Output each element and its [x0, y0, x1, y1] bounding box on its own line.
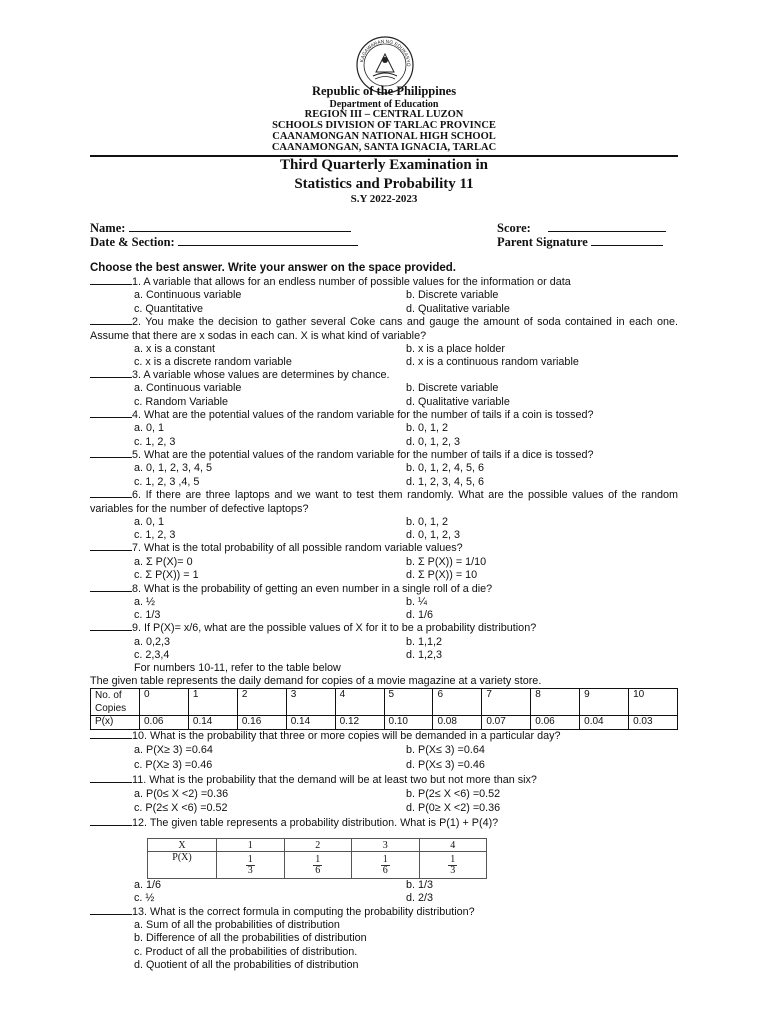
- demand-table-p-row: [91, 716, 678, 730]
- answer-blank-1[interactable]: [90, 284, 132, 285]
- score-field[interactable]: [497, 221, 666, 236]
- pd-numerator: 1: [247, 853, 253, 865]
- school-line: CAANAMONGAN NATIONAL HIGH SCHOOL: [272, 131, 496, 142]
- question-4: 4. What are the potential values of the random variable for the number of tails if a coin is tossed?: [90, 409, 594, 422]
- option-9d: d. 1,2,3: [406, 649, 443, 661]
- option-4a: a. 0, 1: [134, 422, 165, 434]
- option-12b: b. 1/3: [406, 879, 434, 891]
- republic-line: Republic of the Philippines: [311, 84, 457, 98]
- option-11a: a. P(0≤ X <2) =0.36: [134, 788, 229, 800]
- score-blank[interactable]: [548, 231, 666, 232]
- answer-blank-5[interactable]: [90, 457, 132, 458]
- answer-blank-3[interactable]: [90, 377, 132, 378]
- pd-numerator: 1: [315, 853, 321, 865]
- instructions: Choose the best answer. Write your answer on the space provided.: [90, 262, 456, 274]
- option-13b: b. Difference of all the probabilities of distribution: [134, 932, 367, 944]
- demand-p-cell: 0.10: [384, 716, 433, 730]
- question-6: 6. If there are three laptops and we want to test them randomly. What are the possible values of the random variables for the number of defective laptops?: [90, 489, 678, 515]
- exam-title-line2: Statistics and Probability 11: [294, 176, 474, 192]
- demand-x-cell: 0: [140, 689, 189, 716]
- option-11d: d. P(0≥ X <2) =0.36: [406, 802, 501, 814]
- demand-x-cell: 6: [433, 689, 482, 716]
- parent-signature-blank[interactable]: [591, 245, 663, 246]
- address-line: CAANAMONGAN, SANTA IGNACIA, TARLAC: [271, 142, 497, 153]
- option-5d: d. 1, 2, 3, 4, 5, 6: [406, 476, 485, 488]
- name-field[interactable]: [90, 221, 351, 236]
- question-13: 13. What is the correct formula in computing the probability distribution?: [90, 906, 475, 919]
- pd-denominator: 3: [450, 864, 456, 876]
- option-13d: d. Quotient of all the probabilities of distribution: [134, 959, 359, 971]
- pd-p-cell: [217, 852, 285, 879]
- option-10c: c. P(X≥ 3) =0.46: [134, 759, 213, 771]
- option-2d: d. x is a continuous random variable: [406, 356, 579, 368]
- demand-p-cell: 0.06: [140, 716, 189, 730]
- demand-table: [90, 688, 678, 730]
- option-9b: b. 1,1,2: [406, 636, 443, 648]
- option-2b: b. x is a place holder: [406, 343, 506, 355]
- demand-x-cell: 4: [335, 689, 384, 716]
- question-10: 10. What is the probability that three or more copies will be demanded in a particular day?: [90, 730, 561, 743]
- demand-x-cell: 9: [580, 689, 629, 716]
- school-year: S.Y 2022-2023: [350, 193, 418, 205]
- pd-p-cell: [419, 852, 487, 879]
- option-1d: d. Qualitative variable: [406, 303, 510, 315]
- date-section-label: Date & Section:: [90, 235, 175, 249]
- name-label: Name:: [90, 221, 126, 235]
- option-9a: a. 0,2,3: [134, 636, 171, 648]
- option-7a: a. Σ P(X)= 0: [134, 556, 193, 568]
- option-10b: b. P(X≤ 3) =0.64: [406, 744, 485, 756]
- region-line: REGION III – CENTRAL LUZON: [304, 109, 464, 120]
- demand-x-cell: 10: [629, 689, 678, 716]
- pd-p-cell: [352, 852, 420, 879]
- answer-blank-6[interactable]: [90, 497, 132, 498]
- option-5b: b. 0, 1, 2, 4, 5, 6: [406, 462, 485, 474]
- demand-x-cell: 7: [482, 689, 531, 716]
- question-2: 2. You make the decision to gather several Coke cans and gauge the amount of soda contained in each one. Assume that there are x sodas in each can. X is what kind of variable?: [90, 316, 678, 342]
- pd-numerator: 1: [450, 853, 456, 865]
- pd-x-cell: 2: [284, 839, 352, 852]
- pd-denominator: 6: [382, 864, 388, 876]
- question-9: 9. If P(X)= x/6, what are the possible values of X for it to be a probability distribution?: [90, 622, 536, 635]
- option-1b: b. Discrete variable: [406, 289, 499, 301]
- option-13a: a. Sum of all the probabilities of distribution: [134, 919, 340, 931]
- option-6d: d. 0, 1, 2, 3: [406, 529, 461, 541]
- department-line: Department of Education: [329, 99, 439, 110]
- pd-x-cell: 4: [419, 839, 487, 852]
- answer-blank-10[interactable]: [90, 738, 132, 739]
- exam-title-line1: Third Quarterly Examination in: [280, 157, 488, 173]
- demand-p-cell: 0.03: [629, 716, 678, 730]
- answer-blank-2[interactable]: [90, 324, 132, 325]
- answer-blank-4[interactable]: [90, 417, 132, 418]
- demand-p-cell: 0.12: [335, 716, 384, 730]
- demand-x-cell: 1: [188, 689, 237, 716]
- pd-x-row: [148, 839, 487, 852]
- pd-p-cell: [284, 852, 352, 879]
- demand-p-cell: 0.08: [433, 716, 482, 730]
- option-8c: c. 1/3: [134, 609, 161, 621]
- option-11b: b. P(2≤ X <6) =0.52: [406, 788, 501, 800]
- option-7d: d. Σ P(X)) = 10: [406, 569, 478, 581]
- question-5: 5. What are the potential values of the random variable for the number of tails if a dice is tossed?: [90, 449, 594, 462]
- question-7: 7. What is the total probability of all possible random variable values?: [90, 542, 463, 555]
- option-8b: b. ¼: [406, 596, 428, 608]
- demand-header-label: No. of Copies: [91, 689, 140, 716]
- pd-x-cell: 3: [352, 839, 420, 852]
- option-12c: c. ½: [134, 892, 155, 904]
- question-11: 11. What is the probability that the demand will be at least two but not more than six?: [90, 774, 537, 787]
- table-caption: The given table represents the daily demand for copies of a movie magazine at a variety store.: [90, 675, 542, 687]
- option-8a: a. ½: [134, 596, 156, 608]
- option-1a: a. Continuous variable: [134, 289, 242, 301]
- demand-p-cell: 0.06: [531, 716, 580, 730]
- option-10a: a. P(X≥ 3) =0.64: [134, 744, 213, 756]
- option-8d: d. 1/6: [406, 609, 434, 621]
- score-label: Score:: [497, 221, 531, 235]
- option-13c: c. Product of all the probabilities of distribution.: [134, 946, 358, 958]
- probability-distribution-table: [147, 838, 487, 879]
- option-10d: d. P(X≤ 3) =0.46: [406, 759, 485, 771]
- answer-blank-12[interactable]: [90, 825, 132, 826]
- answer-blank-9[interactable]: [90, 630, 132, 631]
- option-7c: c. Σ P(X)) = 1: [134, 569, 199, 581]
- option-5a: a. 0, 1, 2, 3, 4, 5: [134, 462, 213, 474]
- pd-denominator: 6: [315, 864, 321, 876]
- option-9c: c. 2,3,4: [134, 649, 170, 661]
- demand-x-cell: 2: [237, 689, 286, 716]
- option-1c: c. Quantitative: [134, 303, 204, 315]
- pd-p-row: [148, 852, 487, 879]
- parent-signature-label: Parent Signature: [497, 235, 588, 249]
- answer-blank-7[interactable]: [90, 550, 132, 551]
- option-12d: d. 2/3: [406, 892, 434, 904]
- option-2a: a. x is a constant: [134, 343, 216, 355]
- demand-x-cell: 5: [384, 689, 433, 716]
- option-5c: c. 1, 2, 3 ,4, 5: [134, 476, 200, 488]
- answer-blank-8[interactable]: [90, 591, 132, 592]
- demand-p-cell: 0.07: [482, 716, 531, 730]
- division-line: SCHOOLS DIVISION OF TARLAC PROVINCE: [272, 120, 496, 131]
- table-note: For numbers 10-11, refer to the table below: [134, 662, 341, 674]
- option-11c: c. P(2≤ X <6) =0.52: [134, 802, 228, 814]
- pd-p-label: P(X): [148, 852, 217, 879]
- demand-p-cell: 0.14: [286, 716, 335, 730]
- option-4c: c. 1, 2, 3: [134, 436, 176, 448]
- option-3d: d. Qualitative variable: [406, 396, 510, 408]
- option-12a: a. 1/6: [134, 879, 162, 891]
- parent-signature-field[interactable]: [497, 235, 663, 250]
- option-4b: b. 0, 1, 2: [406, 422, 449, 434]
- pd-x-cell: 1: [217, 839, 285, 852]
- demand-p-label: P(x): [91, 716, 140, 730]
- question-12: 12. The given table represents a probability distribution. What is P(1) + P(4)?: [90, 817, 498, 830]
- demand-p-cell: 0.14: [188, 716, 237, 730]
- option-2c: c. x is a discrete random variable: [134, 356, 292, 368]
- option-6c: c. 1, 2, 3: [134, 529, 176, 541]
- option-3a: a. Continuous variable: [134, 382, 242, 394]
- date-section-field[interactable]: [90, 235, 358, 250]
- pd-denominator: 3: [247, 864, 253, 876]
- option-3b: b. Discrete variable: [406, 382, 499, 394]
- name-blank[interactable]: [129, 231, 351, 232]
- option-3c: c. Random Variable: [134, 396, 229, 408]
- seal-text: KAGAWARAN NG EDUKASYO: [360, 39, 411, 67]
- option-6a: a. 0, 1: [134, 516, 165, 528]
- question-1: 1. A variable that allows for an endless number of possible values for the information or data: [90, 276, 571, 289]
- pd-x-label: X: [148, 839, 217, 852]
- demand-table-header-row: [91, 689, 678, 716]
- option-4d: d. 0, 1, 2, 3: [406, 436, 461, 448]
- question-3: 3. A variable whose values are determines by chance.: [90, 369, 389, 382]
- answer-blank-13[interactable]: [90, 914, 132, 915]
- demand-x-cell: 3: [286, 689, 335, 716]
- option-7b: b. Σ P(X)) = 1/10: [406, 556, 487, 568]
- option-6b: b. 0, 1, 2: [406, 516, 449, 528]
- demand-x-cell: 8: [531, 689, 580, 716]
- demand-p-cell: 0.04: [580, 716, 629, 730]
- pd-numerator: 1: [382, 853, 388, 865]
- demand-p-cell: 0.16: [237, 716, 286, 730]
- date-section-blank[interactable]: [178, 245, 358, 246]
- answer-blank-11[interactable]: [90, 782, 132, 783]
- question-8: 8. What is the probability of getting an even number in a single roll of a die?: [90, 583, 492, 596]
